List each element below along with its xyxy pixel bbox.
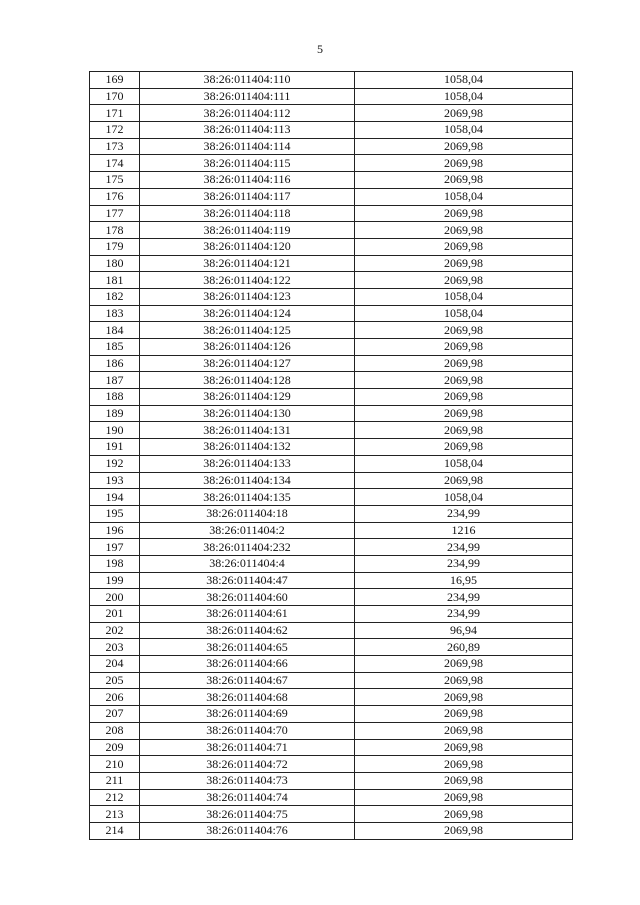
cadastral-number-cell: 38:26:011404:110 (140, 72, 355, 89)
area-cell: 234,99 (355, 555, 573, 572)
table-row (90, 105, 573, 122)
cadastral-number-cell: 38:26:011404:72 (140, 756, 355, 773)
row-number-cell: 172 (90, 122, 140, 139)
area-cell: 1216 (355, 522, 573, 539)
area-cell: 2069,98 (355, 822, 573, 839)
row-number-cell: 212 (90, 789, 140, 806)
row-number-cell: 209 (90, 739, 140, 756)
table-row (90, 789, 573, 806)
table-row (90, 739, 573, 756)
area-cell: 2069,98 (355, 689, 573, 706)
row-number-cell: 183 (90, 305, 140, 322)
row-number-cell: 192 (90, 455, 140, 472)
cadastral-number-cell: 38:26:011404:65 (140, 639, 355, 656)
table-row (90, 138, 573, 155)
cadastral-number-cell: 38:26:011404:74 (140, 789, 355, 806)
area-cell: 2069,98 (355, 105, 573, 122)
table-row (90, 672, 573, 689)
cadastral-number-cell: 38:26:011404:122 (140, 272, 355, 289)
table-row (90, 339, 573, 356)
cadastral-number-cell: 38:26:011404:70 (140, 722, 355, 739)
cadastral-table (89, 71, 573, 840)
table-row (90, 822, 573, 839)
area-cell: 1058,04 (355, 455, 573, 472)
area-cell: 234,99 (355, 505, 573, 522)
area-cell: 1058,04 (355, 188, 573, 205)
cadastral-number-cell: 38:26:011404:71 (140, 739, 355, 756)
cadastral-number-cell: 38:26:011404:117 (140, 188, 355, 205)
cadastral-number-cell: 38:26:011404:130 (140, 405, 355, 422)
row-number-cell: 204 (90, 656, 140, 673)
cadastral-number-cell: 38:26:011404:75 (140, 806, 355, 823)
row-number-cell: 175 (90, 172, 140, 189)
cadastral-number-cell: 38:26:011404:134 (140, 472, 355, 489)
table-row (90, 422, 573, 439)
area-cell: 1058,04 (355, 122, 573, 139)
cadastral-number-cell: 38:26:011404:127 (140, 355, 355, 372)
row-number-cell: 199 (90, 572, 140, 589)
row-number-cell: 177 (90, 205, 140, 222)
cadastral-number-cell: 38:26:011404:2 (140, 522, 355, 539)
area-cell: 2069,98 (355, 339, 573, 356)
row-number-cell: 173 (90, 138, 140, 155)
area-cell: 2069,98 (355, 322, 573, 339)
area-cell: 1058,04 (355, 88, 573, 105)
table-row (90, 389, 573, 406)
cadastral-number-cell: 38:26:011404:133 (140, 455, 355, 472)
row-number-cell: 178 (90, 222, 140, 239)
row-number-cell: 194 (90, 489, 140, 506)
cadastral-number-cell: 38:26:011404:61 (140, 606, 355, 623)
table-row (90, 439, 573, 456)
area-cell: 2069,98 (355, 789, 573, 806)
table-row (90, 72, 573, 89)
table-row (90, 656, 573, 673)
table-row (90, 606, 573, 623)
area-cell: 2069,98 (355, 706, 573, 723)
area-cell: 2069,98 (355, 656, 573, 673)
area-cell: 2069,98 (355, 405, 573, 422)
area-cell: 2069,98 (355, 355, 573, 372)
cadastral-number-cell: 38:26:011404:119 (140, 222, 355, 239)
area-cell: 2069,98 (355, 222, 573, 239)
table-row (90, 288, 573, 305)
cadastral-number-cell: 38:26:011404:121 (140, 255, 355, 272)
area-cell: 2069,98 (355, 672, 573, 689)
table-row (90, 455, 573, 472)
area-cell: 1058,04 (355, 288, 573, 305)
area-cell: 2069,98 (355, 739, 573, 756)
area-cell: 2069,98 (355, 439, 573, 456)
row-number-cell: 195 (90, 505, 140, 522)
row-number-cell: 176 (90, 188, 140, 205)
area-cell: 2069,98 (355, 422, 573, 439)
row-number-cell: 208 (90, 722, 140, 739)
row-number-cell: 203 (90, 639, 140, 656)
table-row (90, 272, 573, 289)
row-number-cell: 193 (90, 472, 140, 489)
table-row (90, 756, 573, 773)
row-number-cell: 201 (90, 606, 140, 623)
area-cell: 2069,98 (355, 272, 573, 289)
row-number-cell: 170 (90, 88, 140, 105)
table-row (90, 589, 573, 606)
cadastral-number-cell: 38:26:011404:47 (140, 572, 355, 589)
table-row (90, 689, 573, 706)
area-cell: 2069,98 (355, 205, 573, 222)
row-number-cell: 179 (90, 238, 140, 255)
area-cell: 260,89 (355, 639, 573, 656)
area-cell: 234,99 (355, 539, 573, 556)
row-number-cell: 210 (90, 756, 140, 773)
area-cell: 234,99 (355, 589, 573, 606)
row-number-cell: 191 (90, 439, 140, 456)
area-cell: 2069,98 (355, 172, 573, 189)
table-row (90, 706, 573, 723)
area-cell: 2069,98 (355, 255, 573, 272)
row-number-cell: 187 (90, 372, 140, 389)
cadastral-number-cell: 38:26:011404:120 (140, 238, 355, 255)
row-number-cell: 196 (90, 522, 140, 539)
area-cell: 1058,04 (355, 72, 573, 89)
row-number-cell: 206 (90, 689, 140, 706)
table-row (90, 188, 573, 205)
area-cell: 2069,98 (355, 372, 573, 389)
row-number-cell: 181 (90, 272, 140, 289)
area-cell: 2069,98 (355, 722, 573, 739)
table-row (90, 222, 573, 239)
area-cell: 1058,04 (355, 305, 573, 322)
cadastral-number-cell: 38:26:011404:111 (140, 88, 355, 105)
table-row (90, 772, 573, 789)
row-number-cell: 185 (90, 339, 140, 356)
area-cell: 2069,98 (355, 155, 573, 172)
area-cell: 234,99 (355, 606, 573, 623)
table-row (90, 172, 573, 189)
table-row (90, 522, 573, 539)
row-number-cell: 182 (90, 288, 140, 305)
row-number-cell: 186 (90, 355, 140, 372)
area-cell: 16,95 (355, 572, 573, 589)
cadastral-number-cell: 38:26:011404:118 (140, 205, 355, 222)
row-number-cell: 202 (90, 622, 140, 639)
table-row (90, 806, 573, 823)
area-cell: 1058,04 (355, 489, 573, 506)
cadastral-number-cell: 38:26:011404:124 (140, 305, 355, 322)
table-row (90, 572, 573, 589)
cadastral-number-cell: 38:26:011404:114 (140, 138, 355, 155)
cadastral-number-cell: 38:26:011404:67 (140, 672, 355, 689)
page-number: 5 (317, 42, 323, 56)
table-row (90, 155, 573, 172)
cadastral-number-cell: 38:26:011404:4 (140, 555, 355, 572)
row-number-cell: 174 (90, 155, 140, 172)
table-row (90, 122, 573, 139)
row-number-cell: 169 (90, 72, 140, 89)
row-number-cell: 190 (90, 422, 140, 439)
cadastral-number-cell: 38:26:011404:18 (140, 505, 355, 522)
row-number-cell: 171 (90, 105, 140, 122)
table-row (90, 238, 573, 255)
table-row (90, 88, 573, 105)
cadastral-number-cell: 38:26:011404:66 (140, 656, 355, 673)
table-row (90, 355, 573, 372)
cadastral-number-cell: 38:26:011404:115 (140, 155, 355, 172)
area-cell: 2069,98 (355, 238, 573, 255)
table-row (90, 405, 573, 422)
area-cell: 2069,98 (355, 806, 573, 823)
table-body (90, 72, 573, 840)
area-cell: 2069,98 (355, 756, 573, 773)
cadastral-number-cell: 38:26:011404:125 (140, 322, 355, 339)
row-number-cell: 197 (90, 539, 140, 556)
cadastral-number-cell: 38:26:011404:135 (140, 489, 355, 506)
cadastral-number-cell: 38:26:011404:128 (140, 372, 355, 389)
table-row (90, 255, 573, 272)
row-number-cell: 205 (90, 672, 140, 689)
area-cell: 96,94 (355, 622, 573, 639)
cadastral-number-cell: 38:26:011404:69 (140, 706, 355, 723)
table-row (90, 305, 573, 322)
row-number-cell: 211 (90, 772, 140, 789)
table-row (90, 555, 573, 572)
cadastral-number-cell: 38:26:011404:76 (140, 822, 355, 839)
area-cell: 2069,98 (355, 772, 573, 789)
cadastral-number-cell: 38:26:011404:116 (140, 172, 355, 189)
row-number-cell: 200 (90, 589, 140, 606)
area-cell: 2069,98 (355, 138, 573, 155)
table-row (90, 539, 573, 556)
table-row (90, 639, 573, 656)
cadastral-number-cell: 38:26:011404:123 (140, 288, 355, 305)
cadastral-number-cell: 38:26:011404:68 (140, 689, 355, 706)
cadastral-number-cell: 38:26:011404:126 (140, 339, 355, 356)
cadastral-number-cell: 38:26:011404:112 (140, 105, 355, 122)
table-row (90, 472, 573, 489)
cadastral-number-cell: 38:26:011404:131 (140, 422, 355, 439)
table-row (90, 505, 573, 522)
row-number-cell: 214 (90, 822, 140, 839)
table-row (90, 489, 573, 506)
cadastral-number-cell: 38:26:011404:60 (140, 589, 355, 606)
table-row (90, 322, 573, 339)
row-number-cell: 188 (90, 389, 140, 406)
area-cell: 2069,98 (355, 472, 573, 489)
table-row (90, 722, 573, 739)
table-row (90, 205, 573, 222)
table-row (90, 622, 573, 639)
row-number-cell: 198 (90, 555, 140, 572)
row-number-cell: 207 (90, 706, 140, 723)
table-row (90, 372, 573, 389)
row-number-cell: 213 (90, 806, 140, 823)
cadastral-number-cell: 38:26:011404:132 (140, 439, 355, 456)
cadastral-number-cell: 38:26:011404:113 (140, 122, 355, 139)
cadastral-number-cell: 38:26:011404:232 (140, 539, 355, 556)
area-cell: 2069,98 (355, 389, 573, 406)
row-number-cell: 189 (90, 405, 140, 422)
cadastral-number-cell: 38:26:011404:73 (140, 772, 355, 789)
row-number-cell: 180 (90, 255, 140, 272)
cadastral-number-cell: 38:26:011404:62 (140, 622, 355, 639)
cadastral-number-cell: 38:26:011404:129 (140, 389, 355, 406)
row-number-cell: 184 (90, 322, 140, 339)
